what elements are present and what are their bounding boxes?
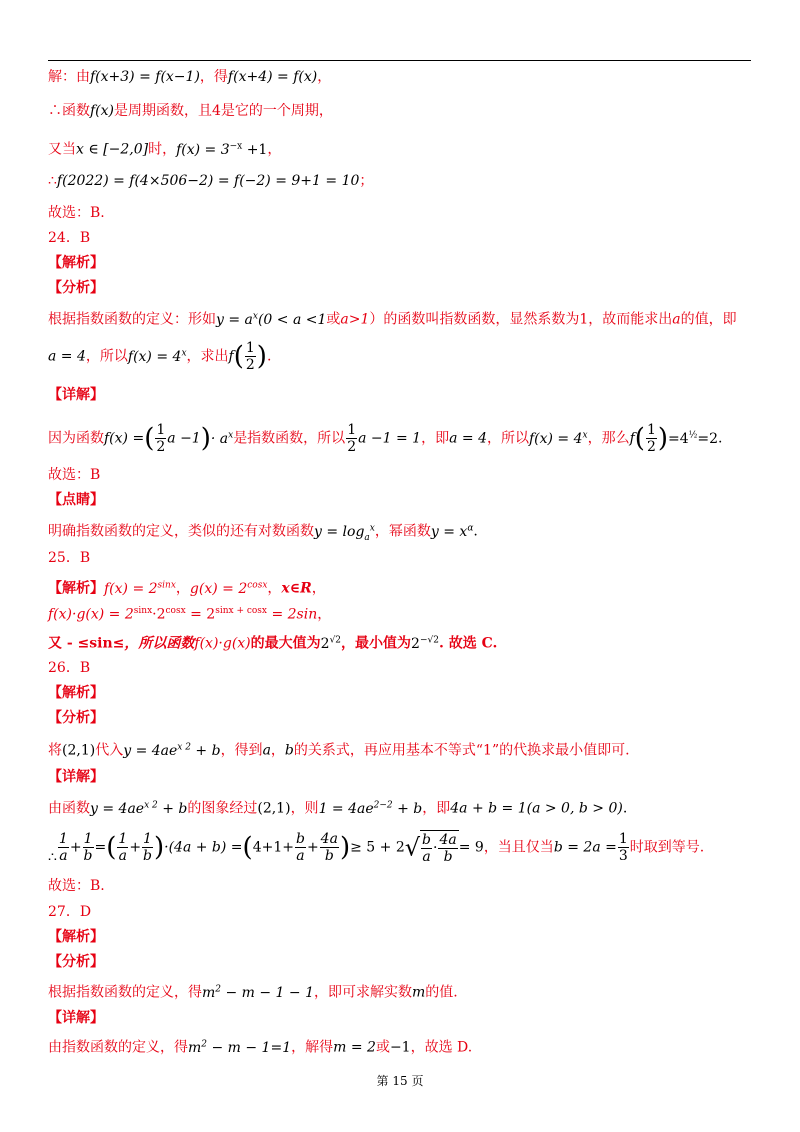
- math-expression: ·(4a + b) =: [164, 839, 243, 856]
- solution-line: [48, 575, 326, 599]
- text: ，: [267, 580, 282, 597]
- numerator: 1: [245, 340, 255, 356]
- math-expression: +1: [242, 141, 268, 158]
- math-expression: − m − 1 − 1: [221, 984, 314, 1001]
- text: ，: [270, 742, 285, 759]
- math-expression: f: [629, 430, 635, 447]
- text: ，解得: [291, 1039, 334, 1056]
- text: ，即可求解实数: [314, 984, 412, 1001]
- fraction: $\frac{4a}{b}$: [439, 831, 457, 865]
- analysis-line: [48, 737, 630, 761]
- question-number: 26．B: [48, 660, 91, 676]
- section-label: 【解析】: [48, 580, 104, 597]
- section-label: 【解析】: [48, 255, 104, 271]
- math-expression: − m − 1=1: [207, 1039, 292, 1056]
- section-label: 【详解】: [48, 1010, 104, 1026]
- solution-line-3: [48, 136, 281, 160]
- denominator: a: [59, 848, 68, 864]
- numerator: 1: [347, 422, 357, 438]
- page-number: 第 15 页: [376, 1074, 424, 1088]
- numerator: 1: [83, 831, 93, 847]
- text: 由函数: [48, 800, 90, 817]
- math-exponent: −√2: [419, 635, 439, 645]
- text: ，当且仅当: [483, 839, 554, 856]
- fraction: [346, 422, 357, 455]
- math-expression: f(2022) = f(4×506−2) = f(−2) = 9+1 = 10: [56, 173, 360, 189]
- math-exponent: cosx: [247, 580, 268, 590]
- text: 因为函数: [48, 430, 104, 447]
- math-expression: = 9: [458, 839, 484, 856]
- text: ，所以函数: [124, 635, 195, 652]
- text: ，得到: [220, 742, 263, 759]
- text: 是指数函数，所以: [233, 430, 346, 447]
- math-expression: f(x) = 4: [528, 430, 583, 447]
- math-expression: y = 4ae: [123, 742, 178, 759]
- math-expression: f(x) =: [104, 430, 145, 447]
- math-expression: y = x: [430, 523, 468, 540]
- fraction: [245, 340, 256, 373]
- fraction: [83, 831, 94, 864]
- section-label: 【解析】: [48, 929, 104, 945]
- text: 由指数函数的定义，得: [48, 1039, 188, 1056]
- text: 又当: [48, 141, 76, 158]
- math-expression: m = 2: [333, 1039, 376, 1056]
- text: ，: [267, 141, 282, 158]
- text: ，那么: [587, 430, 630, 447]
- section-label: 【点睛】: [48, 492, 104, 508]
- numerator: 4a: [320, 831, 338, 847]
- text: 根据指数函数的定义：形如: [48, 311, 216, 328]
- text: 或: [375, 1039, 390, 1056]
- math-expression: = 2: [185, 606, 216, 623]
- solution-line-1: [48, 67, 331, 87]
- denominator: 2: [245, 357, 255, 373]
- text: 的值，即: [680, 311, 737, 328]
- math-exponent: 2−2: [373, 800, 393, 810]
- math-exponent: x: [252, 311, 258, 321]
- math-expression: f: [228, 348, 234, 365]
- math-exponent: x: [582, 429, 588, 440]
- fraction: [295, 831, 306, 864]
- math-expression: x ∈ [−2,0]: [76, 141, 149, 158]
- fraction: [618, 831, 629, 864]
- denominator: b: [83, 848, 93, 864]
- math-exponent: x: [369, 523, 375, 533]
- solution-line: [48, 630, 497, 654]
- math-exponent: sinx: [133, 606, 153, 616]
- math-variable: a: [262, 742, 271, 759]
- numerator: 1: [618, 831, 628, 847]
- detail-line-2: ∴ $\frac{1}{a}$ + $\frac{1}{b}$ =( $\frac{1}{a}$ + $\frac{1}{b}$ )·(4a + b) =(4+1+ $\frac{b}{a}$ + $\frac{4a}{b}$ )≥ 5 + 2√ $\frac{b}{a}$ · $\frac{4a}{b}$ = 9，当且仅当b = 2a = $\frac{1}{3}$ 时取到等号.: [48, 831, 705, 866]
- text: ，幂函数: [374, 523, 431, 540]
- section-label: 【分析】: [48, 954, 104, 970]
- text: 解：由: [48, 69, 90, 85]
- section-label: 【分析】: [48, 280, 104, 296]
- math-expression: f(x)·g(x): [194, 635, 251, 652]
- fraction: [646, 422, 657, 455]
- math-expression: f(x+4) = f(x): [227, 69, 318, 85]
- math-subscript: a: [364, 532, 370, 543]
- text: ；: [359, 173, 374, 189]
- text: 的值.: [425, 984, 458, 1001]
- math-exponent: −x: [229, 141, 243, 151]
- text: ，所以: [486, 430, 529, 447]
- math-expression: =4: [668, 430, 689, 447]
- detail-line: 因为函数f(x) =( $\frac{1}{2}$ $a -1)\cdot a^x$是指数函数，所以 $\frac{1}{2}$ a −1 = 1，即a = 4，所以$f(x) = 4^x$，那么f( $\frac{1}{2}$ )$=4^{\frac{1}{2}}=2$.: [48, 422, 723, 455]
- denominator: 2: [156, 439, 166, 455]
- math-exponent: sinx + cosx: [215, 606, 268, 616]
- detail-line: [48, 795, 627, 819]
- math-expression: g(x) = 2: [189, 580, 248, 597]
- text: 时，: [148, 141, 177, 158]
- text: ，即: [422, 800, 451, 817]
- numerator: 1: [156, 422, 166, 438]
- math-exponent: x: [181, 347, 187, 358]
- text: 或: [326, 311, 341, 328]
- text: ，即: [421, 430, 450, 447]
- text: ，: [175, 580, 190, 597]
- text: ，则: [290, 800, 319, 817]
- answer-line: 故选：B.: [48, 878, 105, 894]
- math-expression: m: [202, 984, 216, 1001]
- answer-line: 故选：B: [48, 467, 101, 483]
- math-expression: a = 4: [48, 348, 86, 365]
- text: 将: [48, 742, 62, 759]
- section-label: 【详解】: [48, 387, 104, 403]
- text: ，最小值为: [341, 635, 412, 652]
- math-expression: + b: [157, 800, 188, 817]
- math-expression: = 2sin: [267, 606, 318, 623]
- math-exponent: x 2: [144, 800, 158, 810]
- text: 代入: [95, 742, 124, 759]
- text: 明确指数函数的定义，类似的还有对数函数: [48, 523, 314, 540]
- fraction: $\frac{b}{a}$: [422, 831, 431, 865]
- math-exponent: x 2: [177, 742, 191, 752]
- math-expression: (2,1): [257, 800, 291, 817]
- text: ，所以: [85, 348, 128, 365]
- numerator: 1: [646, 422, 656, 438]
- math-expression: + b: [392, 800, 423, 817]
- math-expression: =2: [697, 430, 719, 447]
- denominator: b: [324, 848, 334, 864]
- math-expression: b = 2a =: [553, 839, 617, 856]
- answer-line: 故选：B.: [48, 205, 105, 221]
- fraction: [155, 422, 166, 455]
- math-expression: f(x): [90, 103, 115, 119]
- math-variable: m: [412, 984, 426, 1001]
- text: . 故选 C.: [438, 635, 498, 652]
- denominator: 2: [646, 439, 656, 455]
- math-exponent: x: [228, 429, 234, 440]
- math-expression: m: [188, 1039, 202, 1056]
- text: .: [266, 348, 272, 365]
- text: 是周期函数，且4是它的一个周期，: [114, 103, 333, 119]
- text: ，求出: [186, 348, 229, 365]
- denominator: 2: [347, 439, 357, 455]
- math-expression: ·2: [152, 606, 166, 623]
- header-rule: [48, 60, 751, 61]
- text: ∴: [48, 173, 57, 189]
- text: .: [622, 800, 628, 817]
- math-expression: f(x) = 2: [104, 580, 158, 597]
- analysis-line: [48, 306, 737, 330]
- math-expression: 2: [320, 635, 330, 652]
- fraction: $\frac{1}{b}$: [143, 831, 152, 864]
- solution-line-2: [48, 101, 333, 121]
- math-expression: y = a: [216, 311, 253, 328]
- math-expression: a −1 = 1: [358, 430, 422, 447]
- text: 的图象经过: [187, 800, 258, 817]
- math-expression: 4+1+: [252, 839, 294, 856]
- math-expression: 4a + b = 1(a > 0, b > 0): [450, 800, 623, 817]
- fraction: [320, 831, 339, 864]
- math-expression: f(x)·g(x) = 2: [48, 606, 134, 623]
- text: ）的函数叫指数函数，显然系数为1，故而能求出: [369, 311, 673, 328]
- text: 根据指数函数的定义，得: [48, 984, 202, 1001]
- math-exponent: sinx: [157, 580, 176, 590]
- math-expression: y = log: [314, 523, 365, 540]
- question-number: 24．B: [48, 230, 91, 246]
- section-label: 【解析】: [48, 685, 104, 701]
- math-operator: =: [94, 839, 107, 856]
- math-exponent: α: [467, 523, 474, 533]
- math-expression: · a: [210, 430, 229, 447]
- math-expression: a −1: [167, 430, 201, 447]
- text: 的最大值为: [250, 635, 321, 652]
- math-expression: 2: [411, 635, 420, 652]
- text: ，: [311, 580, 326, 597]
- fraction: $\frac{1}{a}$: [118, 831, 128, 864]
- math-expression: y = 4ae: [90, 800, 145, 817]
- fraction: [58, 831, 69, 864]
- math-expression: (0 < a <1: [257, 311, 327, 328]
- math-variable: b: [284, 742, 294, 759]
- math-variable: a: [672, 311, 681, 328]
- math-expression: 1 = 4ae: [318, 800, 374, 817]
- math-operator: +: [69, 839, 82, 856]
- math-expression: f(x) = 3: [176, 141, 230, 158]
- therefore-symbol: ∴: [48, 849, 57, 866]
- math-expression: a>1: [340, 311, 370, 328]
- text: .: [718, 430, 723, 447]
- denominator: 3: [618, 848, 628, 864]
- comment-line: [48, 518, 478, 547]
- numerator: 1: [58, 831, 68, 847]
- detail-line: [48, 1034, 472, 1058]
- text: ，: [317, 69, 332, 85]
- solution-line-4: [48, 171, 373, 191]
- question-number: 27．D: [48, 904, 92, 920]
- text: ∴函数: [48, 103, 90, 119]
- text: ，故选 D.: [410, 1039, 473, 1056]
- denominator: a: [296, 848, 305, 864]
- question-number: 25．B: [48, 550, 91, 566]
- math-expression: (2,1): [62, 742, 96, 759]
- math-exponent: √2: [329, 635, 342, 645]
- text: 又 - ≤sin≤: [48, 635, 125, 652]
- text: ，得: [199, 69, 228, 85]
- math-expression: f(x+3) = f(x−1): [90, 69, 200, 85]
- section-label: 【详解】: [48, 769, 104, 785]
- text: 的关系式，再应用基本不等式“1”的代换求最小值即可.: [293, 742, 630, 759]
- analysis-line-2: a = 4，所以$f(x) = 4^x$，求出f( $\frac{1}{2}$ ).: [48, 340, 272, 373]
- math-exponent: ½: [688, 429, 698, 440]
- sqrt-symbol: √: [404, 833, 421, 862]
- text: ，: [317, 606, 332, 623]
- math-exponent: 2: [215, 984, 222, 994]
- text: .: [473, 523, 478, 540]
- math-exponent: cosx: [165, 606, 186, 616]
- math-expression: ≥ 5 + 2: [350, 839, 405, 856]
- section-label: 【分析】: [48, 710, 104, 726]
- analysis-line: [48, 979, 458, 1003]
- math-exponent: 2: [201, 1039, 208, 1049]
- math-expression: −1: [389, 1039, 411, 1056]
- text: 时取到等号.: [629, 839, 705, 856]
- numerator: b: [295, 831, 305, 847]
- math-expression: f(x) = 4: [127, 348, 182, 365]
- math-expression: a = 4: [449, 430, 487, 447]
- math-expression: + b: [190, 742, 221, 759]
- math-expression: x∈R: [281, 580, 312, 597]
- solution-line: [48, 601, 331, 625]
